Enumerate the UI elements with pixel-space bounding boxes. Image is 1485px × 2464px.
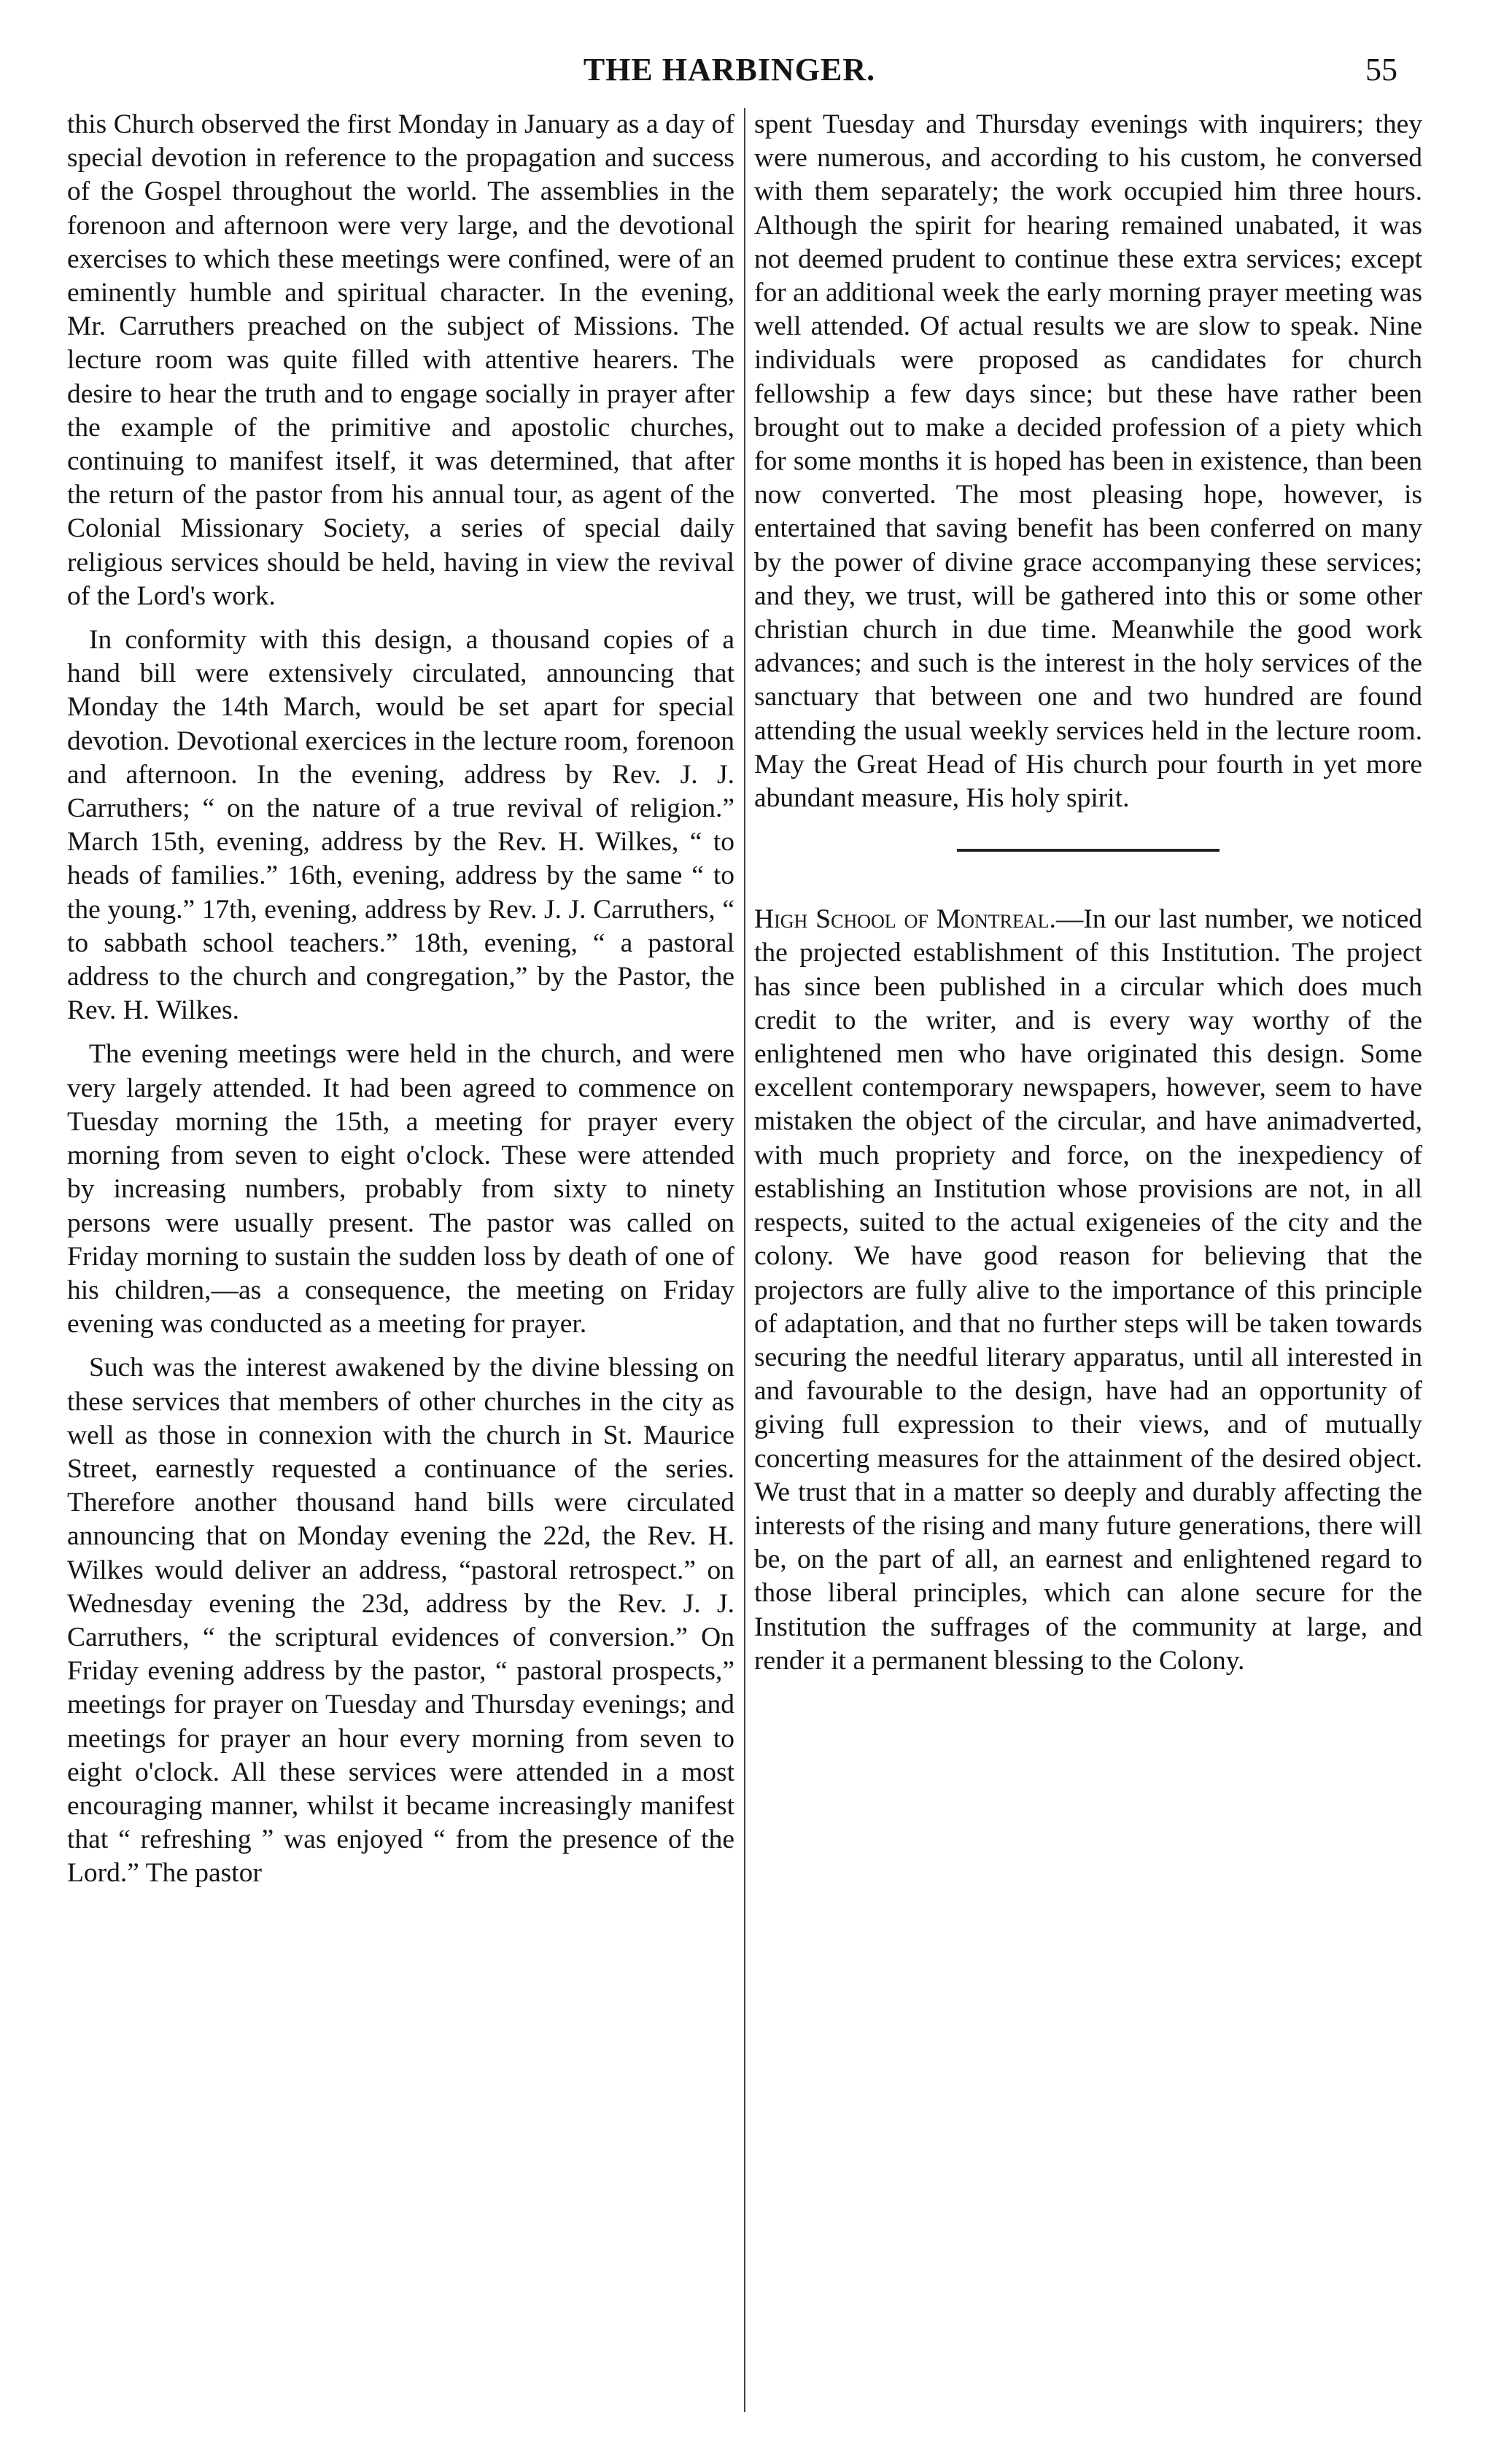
column-divider: [744, 108, 745, 2412]
article-heading: High School of Montreal.: [754, 904, 1056, 935]
page-number: 55: [1365, 52, 1397, 88]
section-rule: [957, 849, 1220, 852]
left-paragraph-1: this Church observed the first Monday in January as a day of special devotion in reference to the propagation and success of the Gospel throughout the world. The assemblies in the forenoon and afternoon were very large, and the devotional exercises to which these meetings were confined, were of an eminently humble and spiritual character. In the evening, Mr. Carruthers preached on the subject of Missions. The lecture room was quite filled with attentive hearers. The desire to hear the truth and to engage socially in prayer after the example of the primitive and apostolic churches, continuing to manifest itself, it was determined, that after the return of the pastor from his annual tour, as agent of the Colonial Missionary Society, a series of special daily religious services should be held, having in view the revival of the Lord's work.: [67, 109, 734, 611]
page-header: [0, 51, 1485, 102]
running-title: THE HARBINGER.: [583, 52, 876, 88]
high-school-article: [754, 903, 1422, 1678]
left-paragraph-2: In conformity with this design, a thousand copies of a hand bill were extensively circulated, announcing that Monday the 14th March, would be set apart for special devotion. Devotional exercices in the lecture room, forenoon and afternoon. In the evening, address by Rev. J. J. Carruthers; “ on the nature of a true revival of religion.” March 15th, evening, address by the Rev. H. Wilkes, “ to heads of families.” 16th, evening, address by the same “ to the young.” 17th, evening, address by Rev. J. J. Carruthers, “ to sabbath school teachers.” 18th, evening, “ a pastoral address to the church and congregation,” by the Pastor, the Rev. H. Wilkes.: [67, 625, 734, 1026]
right-column: [754, 108, 1422, 2427]
article-body: —In our last number, we noticed the projected establishment of this Institution. The project has since been published in a circular which does much credit to the writer, and is every way worthy of the enlightened men who have originated this design. Some excellent contemporary newspapers, however, seem to have mistaken the object of the circular, and have animadverted, with much propriety and force, on the inexpediency of establishing an Institution whose provisions are not, in all respects, suited to the actual exigeneies of the city and the colony. We have good reason for believing that the projectors are fully alive to the importance of this principle of adaptation, and that no further steps will be taken towards securing the needful literary apparatus, until all interested in and favourable to the design, have had an opportunity of giving full expression to their views, and of mutually concerting measures for the attainment of the desired object. We trust that in a matter so deeply and durably affecting the interests of the rising and many future generations, there will be, on the part of all, an earnest and enlightened regard to those liberal principles, which can alone secure for the Institution the suffrages of the community at large, and render it a permanent blessing to the Colony.: [754, 904, 1422, 1676]
left-paragraph-3: The evening meetings were held in the church, and were very largely attended. It had been agreed to commence on Tuesday morning the 15th, a meeting for prayer every morning from seven to eight o'clock. These were attended by increasing numbers, probably from sixty to ninety persons were usually present. The pastor was called on Friday morning to sustain the sudden loss by death of one of his children,—as a consequence, the meeting on Friday evening was conducted as a meeting for prayer.: [67, 1039, 734, 1340]
left-paragraph-4: Such was the interest awakened by the divine blessing on these services that members of other churches in the city as well as those in connexion with the church in St. Maurice Street, earnestly requested a continuance of the series. Therefore another thousand hand bills were circulated announcing that on Monday evening the 22d, the Rev. H. Wilkes would deliver an address, “pastoral retrospect.” on Wednesday evening the 23d, address by the Rev. J. J. Carruthers, “ the scriptural evidences of conversion.” On Friday evening address by the pastor, “ pastoral prospects,” meetings for prayer on Tuesday and Thursday evenings; and meetings for prayer an hour every morning from seven to eight o'clock. All these services were attended in a most encouraging manner, whilst it became increasingly manifest that “ refreshing ” was enjoyed “ from the presence of the Lord.” The pastor: [67, 1353, 734, 1889]
right-paragraph-1: spent Tuesday and Thursday evenings with inquirers; they were numerous, and according to his custom, he conversed with them separately; the work occupied him three hours. Although the spirit for hearing remained unabated, it was not deemed prudent to continue these extra services; except for an additional week the early morning prayer meeting was well attended. Of actual results we are slow to speak. Nine individuals were proposed as candidates for church fellowship a few days since; but these have rather been brought out to make a decided profession of a piety which for some months it is hoped has been in existence, than been now converted. The most pleasing hope, however, is entertained that saving benefit has been conferred on many by the power of divine grace accompanying these services; and they, we trust, will be gathered into this or some other christian church in due time. Meanwhile the good work advances; and such is the interest in the holy services of the sanctuary that between one and two hundred are found attending the usual weekly services held in the lecture room. May the Great Head of His church pour fourth in yet more abundant measure, His holy spirit.: [754, 109, 1422, 814]
left-column: [67, 108, 734, 2427]
